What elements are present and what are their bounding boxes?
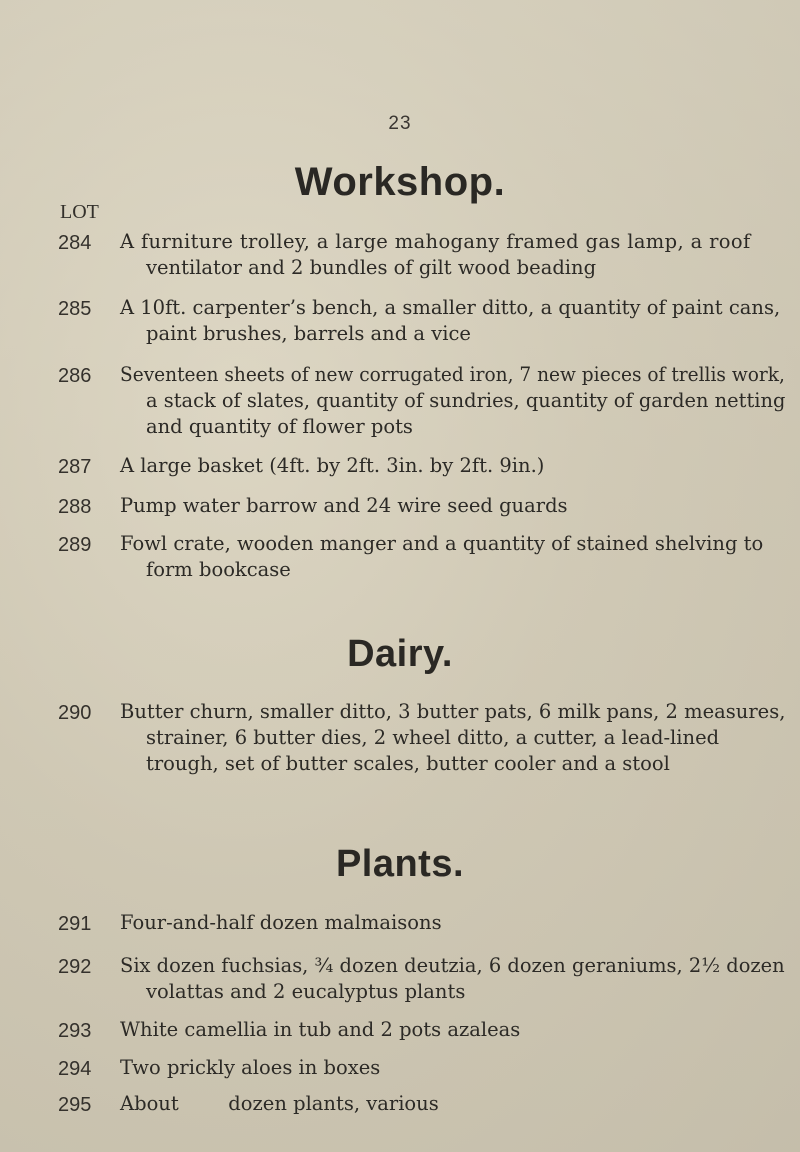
lot-description-line: Butter churn, smaller ditto, 3 butter pats, 6 milk pans, 2 measures, [120,700,786,723]
page-number: 23 [388,113,412,134]
lot-description-line: About dozen plants, various [120,1092,439,1115]
section-heading-plants: Plants. [335,843,465,885]
lot-description-line: strainer, 6 butter dies, 2 wheel ditto, a cutter, a lead-lined [146,726,720,749]
section-heading-dairy: Dairy. [347,633,453,675]
lot-number: 294 [58,1058,92,1080]
lot-description-line: and quantity of flower pots [146,415,413,438]
lot-number: 295 [58,1094,92,1116]
lot-description-line: Four-and-half dozen malmaisons [120,911,442,934]
lot-number: 287 [58,456,92,478]
lot-column-header: LOT [60,201,99,223]
lot-number: 289 [58,534,92,556]
lot-number: 288 [58,496,92,518]
lot-description-line: White camellia in tub and 2 pots azaleas [120,1018,521,1041]
lot-description-line: Seventeen sheets of new corrugated iron, 7 new pieces of trellis work, [120,363,785,386]
lot-description-line: Six dozen fuchsias, ¾ dozen deutzia, 6 dozen geraniums, 2½ dozen [120,954,785,977]
lot-description-line: A 10ft. carpenter’s bench, a smaller ditto, a quantity of paint cans, [120,296,781,319]
lot-number: 284 [58,232,92,254]
lot-description-line: A large basket (4ft. by 2ft. 3in. by 2ft. 9in.) [120,454,545,477]
lot-number: 291 [58,913,92,935]
lot-description-line: a stack of slates, quantity of sundries, quantity of garden netting [146,389,786,412]
lot-description-line: paint brushes, barrels and a vice [146,322,471,345]
lot-number: 286 [58,365,92,387]
lot-number: 285 [58,298,92,320]
lot-number: 290 [58,702,92,724]
lot-number: 293 [58,1020,92,1042]
lot-description-line: form bookcase [146,558,291,581]
section-heading-workshop: Workshop. [294,160,506,204]
lot-description-line: Two prickly aloes in boxes [120,1056,381,1079]
lot-number: 292 [58,956,92,978]
lot-description-line: A furniture trolley, a large mahogany framed gas lamp, a roof [120,230,751,253]
lot-description-line: trough, set of butter scales, butter cooler and a stool [146,752,670,775]
lot-description-line: volattas and 2 eucalyptus plants [146,980,466,1003]
lot-description-line: Fowl crate, wooden manger and a quantity of stained shelving to [120,532,764,555]
lot-description-line: Pump water barrow and 24 wire seed guards [120,494,568,517]
lot-description-line: ventilator and 2 bundles of gilt wood beading [146,256,597,279]
